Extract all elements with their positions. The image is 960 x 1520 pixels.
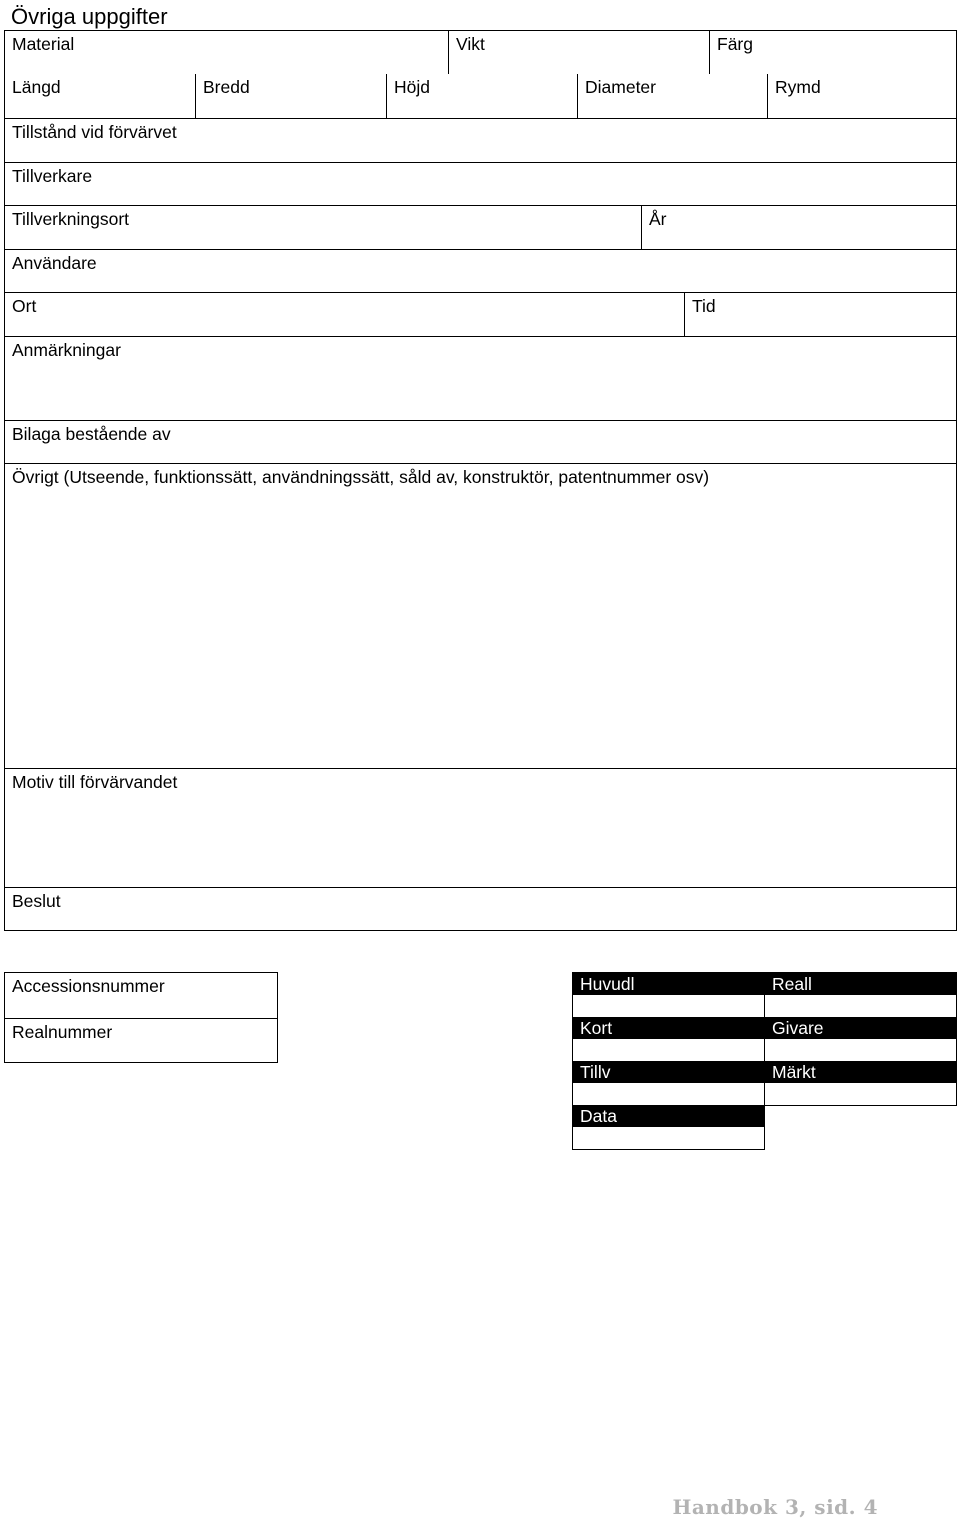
markt-label: Märkt <box>765 1061 956 1083</box>
vikt-field[interactable]: Vikt <box>448 31 709 74</box>
tillv-label: Tillv <box>573 1061 764 1083</box>
anmarkningar-field[interactable]: Anmärkningar <box>12 340 121 360</box>
anvandare-field[interactable]: Användare <box>12 253 97 273</box>
huvudl-label: Huvudl <box>573 973 764 995</box>
row-bilaga <box>5 420 956 463</box>
farg-field[interactable]: Färg <box>709 31 956 74</box>
tillverkningsort-field[interactable]: Tillverkningsort <box>12 209 130 229</box>
markt-field[interactable] <box>765 1083 956 1105</box>
ar-field[interactable]: År <box>641 206 956 249</box>
givare-label: Givare <box>765 1017 956 1039</box>
tillverkare-field[interactable]: Tillverkare <box>12 166 93 186</box>
section-title: Övriga uppgifter <box>11 4 168 29</box>
page-footer: Handbok 3, sid. 4 <box>672 1495 878 1519</box>
data-field[interactable] <box>573 1127 764 1149</box>
material-field[interactable]: Material <box>12 34 75 54</box>
form-grid <box>4 30 957 931</box>
row-beslut <box>5 887 956 930</box>
motiv-field[interactable]: Motiv till förvärvandet <box>12 772 178 792</box>
rymd-field[interactable]: Rymd <box>767 74 956 118</box>
reall-label: Reall <box>765 973 956 995</box>
bredd-field[interactable]: Bredd <box>195 74 386 118</box>
langd-field[interactable]: Längd <box>12 77 61 97</box>
row-material <box>5 31 956 74</box>
row-ovrigt <box>5 463 956 768</box>
ovrigt-field[interactable]: Övrigt (Utseende, funktionssätt, användningssätt, såld av, konstruktör, patentnummer osv) <box>12 467 710 487</box>
diameter-field[interactable]: Diameter <box>577 74 767 118</box>
catalog-column-1 <box>572 972 765 1150</box>
kort-label: Kort <box>573 1017 764 1039</box>
beslut-field[interactable]: Beslut <box>12 891 61 911</box>
tillv-field[interactable] <box>573 1083 764 1105</box>
realnummer-field[interactable]: Realnummer <box>5 1018 277 1062</box>
tid-field[interactable]: Tid <box>684 293 956 336</box>
row-tillverkare <box>5 162 956 205</box>
row-anvandare <box>5 249 956 292</box>
row-tillstand <box>5 118 956 162</box>
row-tillverkningsort <box>5 205 956 249</box>
ort-field[interactable]: Ort <box>12 296 37 316</box>
bilaga-field[interactable]: Bilaga bestående av <box>12 424 171 444</box>
row-motiv <box>5 768 956 887</box>
hojd-field[interactable]: Höjd <box>386 74 577 118</box>
catalog-column-2 <box>764 972 957 1106</box>
huvudl-field[interactable] <box>573 995 764 1017</box>
accession-box <box>4 972 278 1063</box>
row-ort <box>5 292 956 336</box>
tillstand-field[interactable]: Tillstånd vid förvärvet <box>12 122 177 142</box>
reall-field[interactable] <box>765 995 956 1017</box>
givare-field[interactable] <box>765 1039 956 1061</box>
data-label: Data <box>573 1105 764 1127</box>
kort-field[interactable] <box>573 1039 764 1061</box>
row-dimensions <box>5 74 956 118</box>
row-anmarkningar <box>5 336 956 420</box>
accessionsnummer-field[interactable]: Accessionsnummer <box>12 976 165 996</box>
